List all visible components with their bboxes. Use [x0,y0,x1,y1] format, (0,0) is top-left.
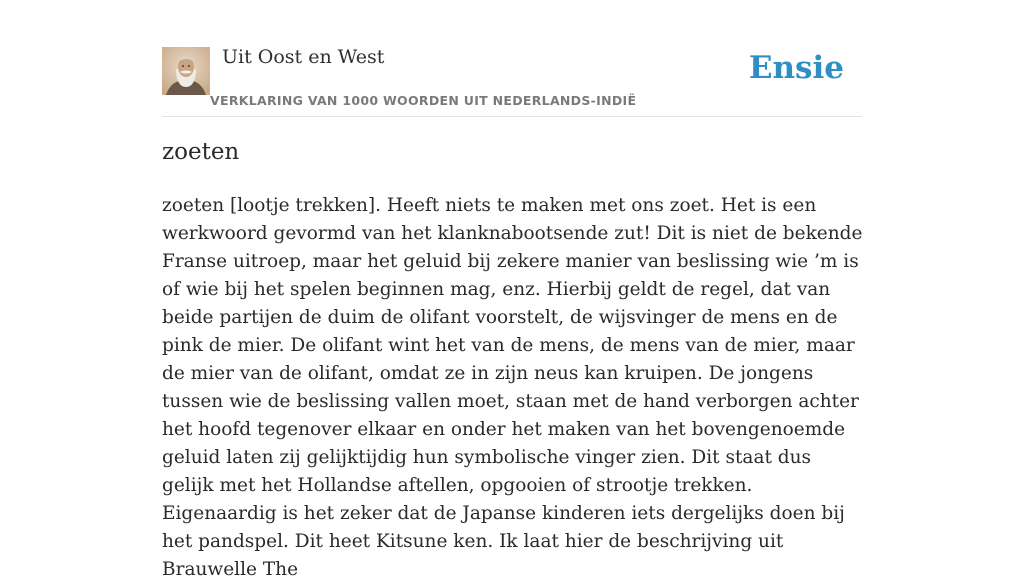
author-portrait-icon [162,47,210,95]
source-subtitle[interactable]: VERKLARING VAN 1000 WOORDEN UIT NEDERLANDS-INDIË [210,93,637,108]
source-title[interactable]: Uit Oost en West [222,46,385,68]
entry-body: zoeten [lootje trekken]. Heeft niets te maken met ons zoet. Het is een werkwoord gevormd van het klanknabootsende zut! Dit is niet de bekende Franse uitroep, maar het geluid bij zekere manier van beslissing wie ’m is of wie bij het spelen beginnen mag, enz. Hierbij geldt de regel, dat van beide partijen de duim de olifant voorstelt, de wijsvinger de mens en de pink de mier. De olifant wint het van de mens, de mens van de mier, maar de mier van de olifant, omdat ze in zijn neus kan kruipen. De jongens tussen wie de beslissing vallen moet, staan met de hand verborgen achter het hoofd tegenover elkaar en onder het maken van het bovengenoemde geluid laten zij gelijktijdig hun symbolische vinger zien. Dit staat dus gelijk met het Hollandse aftellen, opgooien of strootje trekken. Eigenaardig is het zeker dat de Japanse kinderen iets dergelijks doen bij het pandspel. Dit heet Kitsune ken. Ik laat hier de beschrijving uit Brauwelle The [162,195,863,580]
header [162,46,862,117]
author-avatar[interactable] [162,47,210,95]
entry-title: zoeten [162,139,240,165]
ensie-logo[interactable]: Ensie [748,50,844,86]
